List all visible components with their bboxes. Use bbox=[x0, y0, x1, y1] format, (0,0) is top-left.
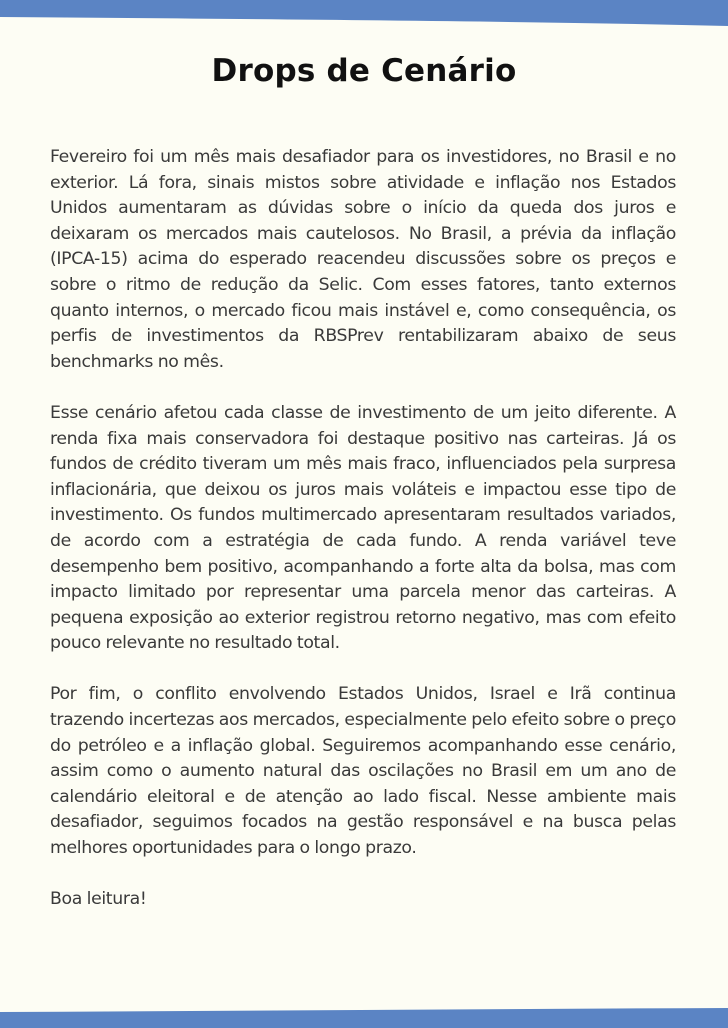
paragraph-asset-classes: Esse cenário afetou cada classe de investimento de um jeito diferente. A renda fixa mais conservadora foi destaque positivo nas carteiras. Já os fundos de crédito tiveram um mês mais fraco, influenciados pela surpresa inflacionária, que deixou os juros mais voláteis e impactou esse tipo de investimento. Os fundos multimercado apresentaram resultados variados, de acordo com a estratégia de cada fundo. A renda variável teve desempenho bem positivo, acompanhando a forte alta da bolsa, mas com impacto limitado por representar uma parcela menor das carteiras. A pequena exposição ao exterior registrou retorno negativo, mas com efeito pouco relevante no resultado total. bbox=[50, 402, 676, 654]
top-band-shape bbox=[0, 0, 728, 26]
bottom-decorative-band bbox=[0, 1004, 728, 1028]
top-decorative-band bbox=[0, 0, 728, 26]
paragraph-intro: Fevereiro foi um mês mais desafiador para os investidores, no Brasil e no exterior. Lá fora, sinais mistos sobre atividade e inflação nos Estados Unidos aumentaram as dúvidas sobre o início da queda dos juros e deixaram os mercados mais cautelosos. No Brasil, a prévia da inflação (IPCA-15) acima do esperado reacendeu discussões sobre os preços e sobre o ritmo de redução da Selic. Com esses fatores, tanto externos quanto internos, o mercado ficou mais instável e, como consequência, os perfis de investimentos da RBSPrev rentabilizaram abaixo de seus benchmarks no mês. bbox=[50, 147, 676, 372]
paragraph-outlook: Por fim, o conflito envolvendo Estados Unidos, Israel e Irã continua trazendo incertezas aos mercados, especialmente pelo efeito sobre o preço do petróleo e a inflação global. Seguiremos acompanhando esse cenário, assim como o aumento natural das oscilações no Brasil em um ano de calendário eleitoral e de atenção ao lado fiscal. Nesse ambiente mais desafiador, seguimos focados na gestão responsável e na busca pelas melhores oportunidades para o longo prazo. bbox=[50, 684, 676, 859]
page-title: Drops de Cenário bbox=[211, 53, 517, 89]
body-text bbox=[50, 145, 676, 913]
bottom-band-shape bbox=[0, 1008, 728, 1028]
paragraph-closing: Boa leitura! bbox=[50, 889, 147, 910]
